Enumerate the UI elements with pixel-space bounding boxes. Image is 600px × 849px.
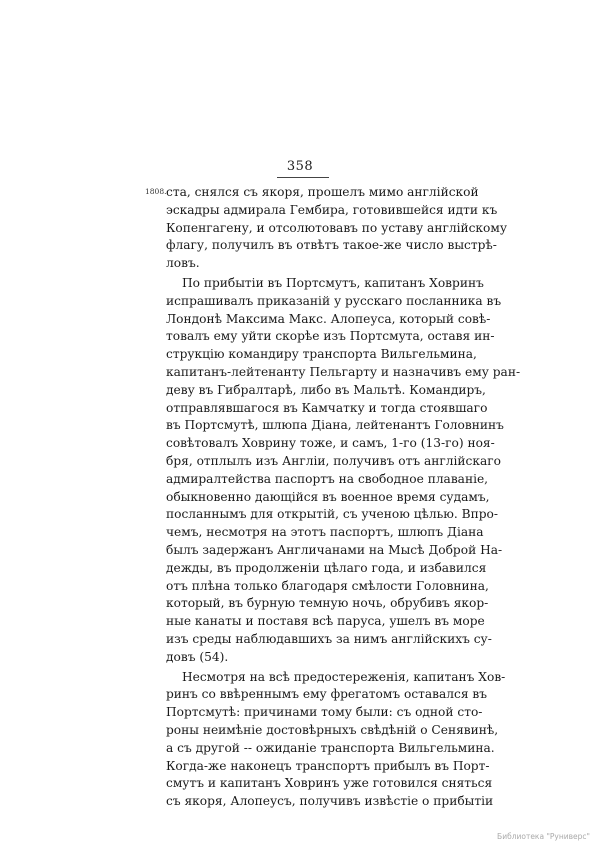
page-number-rule <box>277 177 329 178</box>
text-line: отправлявшагося въ Камчатку и тогда стоявшаго <box>166 400 488 415</box>
text-line: адмиралтейства паспортъ на свободное плаваніе, <box>166 471 489 486</box>
text-line: въ Портсмутѣ, шлюпа Діана, лейтенантъ Головнинъ <box>166 418 504 433</box>
paragraph-3 <box>166 669 506 811</box>
text-line: а съ другой -- ожиданіе транспорта Вильгельмина. <box>166 740 495 755</box>
text-line: съ якоря, Алопеусъ, получивъ извѣстіе о прибытіи <box>166 794 494 809</box>
text-line: чемъ, несмотря на этотъ паспортъ, шлюпъ Діана <box>166 525 484 540</box>
watermark: Библиотека "Руниверс" <box>497 832 590 841</box>
text-line: который, въ бурную темную ночь, обрубивъ якор- <box>166 596 489 611</box>
text-line: ринъ со ввѣреннымъ ему фрегатомъ оставался въ <box>166 687 488 702</box>
text-line: По прибытіи въ Портсмутъ, капитанъ Ховринъ <box>182 275 484 290</box>
text-block <box>166 184 521 811</box>
text-line: изъ среды наблюдавшихъ за нимъ англійскихъ су- <box>166 631 492 646</box>
text-line: ные канаты и поставя всѣ паруса, ушелъ въ море <box>166 614 485 629</box>
text-line: Копенгагену, и отсолютовавъ по уставу англійскому <box>166 220 508 235</box>
text-line: совѣтовалъ Ховрину тоже, и самъ, 1-го (13-го) ноя- <box>166 436 495 451</box>
text-line: Лондонѣ Максима Макс. Алопеуса, который совѣ- <box>166 311 491 326</box>
text-line: Портсмутѣ: причинами тому были: съ одной сто- <box>166 705 483 720</box>
text-line: товалъ ему уйти скорѣе изъ Портсмута, оставя ин- <box>166 329 495 344</box>
text-line: эскадры адмирала Гембира, готовившейся идти къ <box>166 202 498 217</box>
text-line: деву въ Гибралтарѣ, либо въ Мальтѣ. Командиръ, <box>166 382 486 397</box>
text-line: былъ задержанъ Англичанами на Мысѣ Доброй На- <box>166 542 503 557</box>
page-number: 358 <box>286 159 314 174</box>
text-line: Когда-же наконецъ транспортъ прибылъ въ Порт- <box>166 758 490 773</box>
text-line: посланнымъ для открытій, съ ученою цѣлью. Впро- <box>166 507 498 522</box>
paragraph-1 <box>166 184 508 273</box>
text-line: обыкновенно дающійся въ военное время судамъ, <box>166 489 490 504</box>
text-line: ловъ. <box>166 256 200 271</box>
text-line: ста, снялся съ якоря, прошелъ мимо англійской <box>166 185 479 199</box>
text-line: бря, отплылъ изъ Англіи, получивъ отъ англійскаго <box>166 453 501 468</box>
text-line: струкцію командиру транспорта Вильгельмина, <box>166 347 477 362</box>
text-line: Несмотря на всѣ предостереженія, капитанъ Хов- <box>182 669 506 684</box>
text-line: роны неимѣніе достовѣрныхъ свѣдѣній о Сенявинѣ, <box>166 722 499 737</box>
text-line: дежды, въ продолженіи цѣлаго года, и избавился <box>166 560 487 575</box>
text-line: смутъ и капитанъ Ховринъ уже готовился сняться <box>166 776 493 791</box>
text-line: отъ плѣна только благодаря смѣлости Головнина, <box>166 578 489 593</box>
text-line: флагу, получилъ въ отвѣтъ такое-же число выстрѣ- <box>166 238 497 253</box>
text-line: капитанъ-лейтенанту Пельгарту и назначивъ ему ран- <box>166 364 521 379</box>
text-line: испрашивалъ приказаній у русскаго посланника въ <box>166 293 502 308</box>
paragraph-2 <box>166 275 521 667</box>
margin-year: 1808. <box>145 187 167 196</box>
text-line: довъ (54). <box>166 649 229 664</box>
